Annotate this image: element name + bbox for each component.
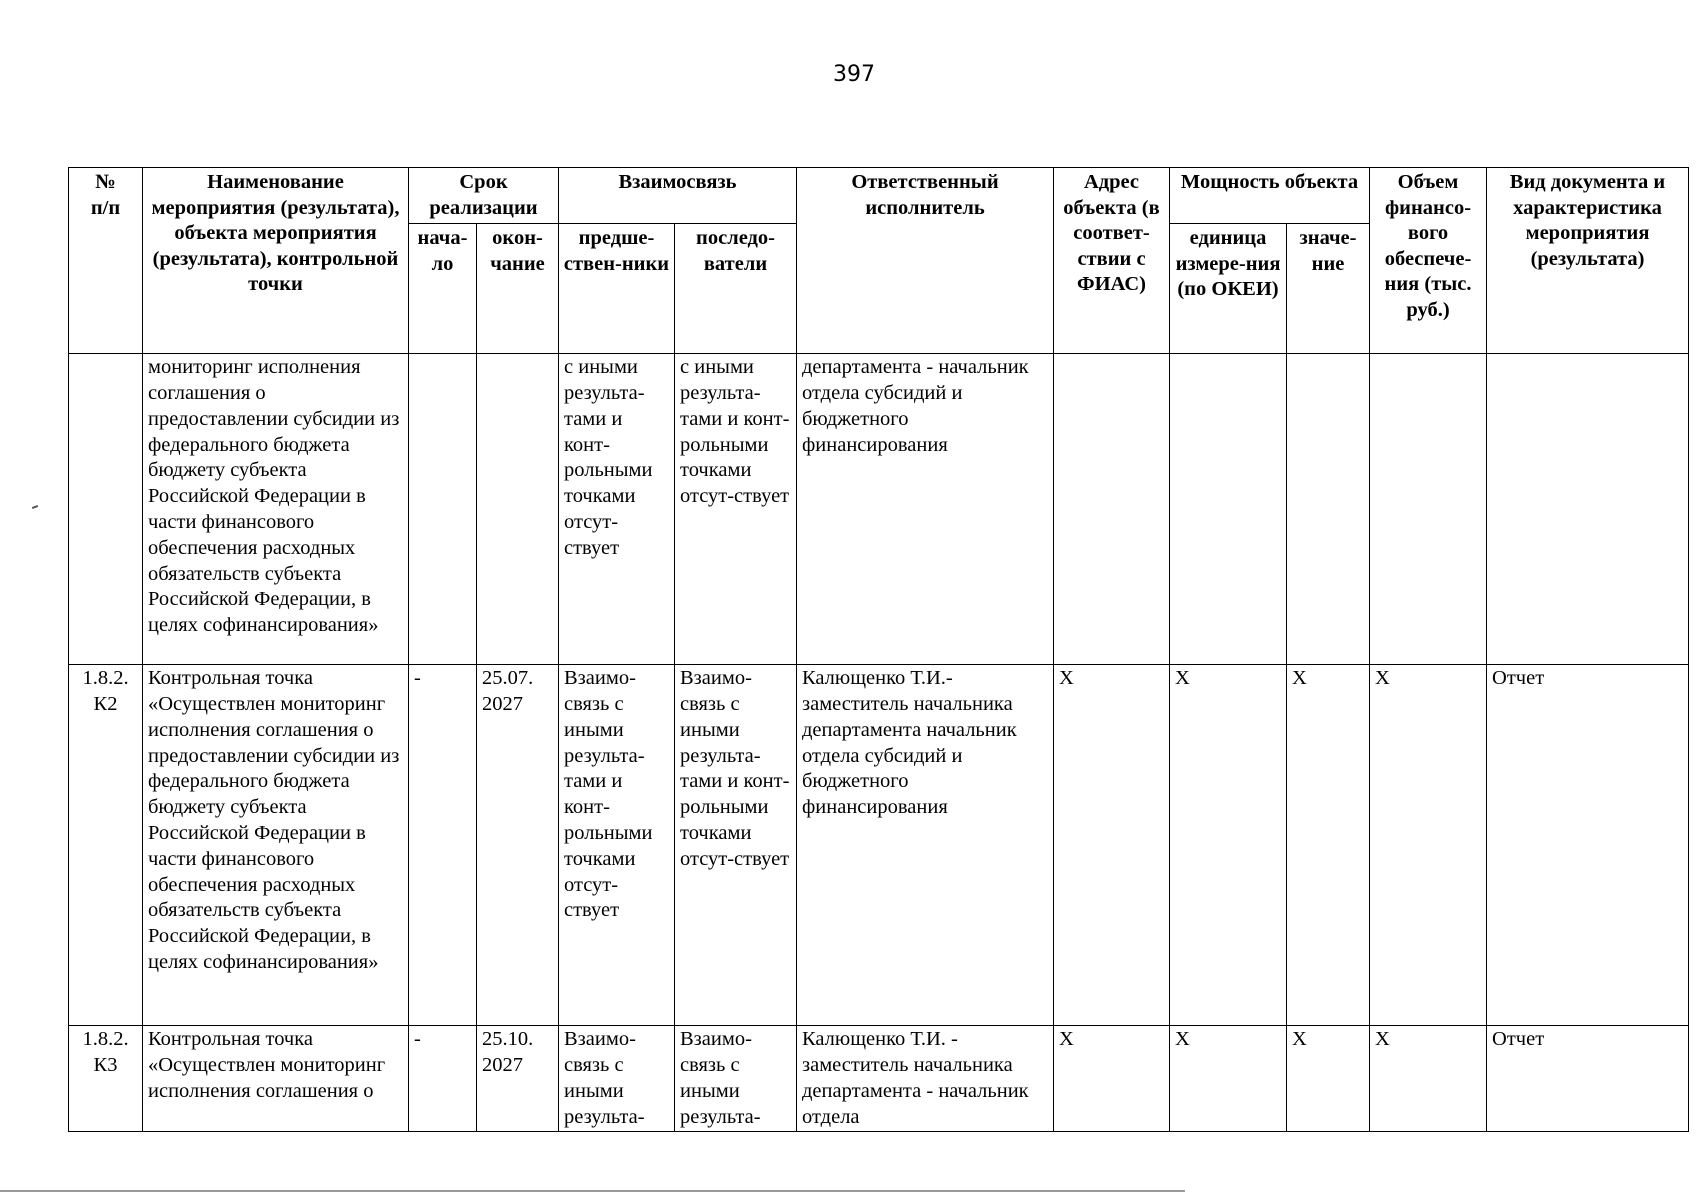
cell-address: X	[1054, 1026, 1170, 1132]
header-link: Взаимосвязь	[559, 168, 797, 224]
cell-funding: X	[1370, 665, 1487, 1026]
table-row	[69, 1026, 1689, 1132]
page-number: 397	[833, 62, 875, 87]
header-term-start: нача-ло	[409, 224, 477, 354]
cell-end: 25.07. 2027	[477, 665, 559, 1026]
cell-name: мониторинг исполнения соглашения о предоставлении субсидии из федерального бюджета бюджету субъекта Российской Федерации в части финансового обеспечения расходных обязательств субъекта Российской Федерации, в целях софинансирования»	[143, 354, 409, 665]
cell-address: X	[1054, 665, 1170, 1026]
cell-start: -	[409, 1026, 477, 1132]
cell-name: Контрольная точка «Осуществлен мониторинг исполнения соглашения о	[143, 1026, 409, 1132]
cell-end	[477, 354, 559, 665]
cell-value: X	[1287, 665, 1370, 1026]
cell-unit: X	[1170, 1026, 1287, 1132]
header-funding: Объем финансо-вого обеспече-ния (тыс. руб.)	[1370, 168, 1487, 354]
cell-prev: с иными результа-тами и конт-рольными точками отсут-ствует	[559, 354, 675, 665]
table-row	[69, 354, 1689, 665]
cell-end: 25.10. 2027	[477, 1026, 559, 1132]
cell-address	[1054, 354, 1170, 665]
bottom-rule	[0, 1190, 1185, 1192]
cell-number	[69, 354, 143, 665]
header-capacity-value: значе-ние	[1287, 224, 1370, 354]
cell-unit: X	[1170, 665, 1287, 1026]
header-responsible: Ответственный исполнитель	[797, 168, 1054, 354]
cell-name: Контрольная точка «Осуществлен мониторинг исполнения соглашения о предоставлении субсидии из федерального бюджета бюджету субъекта Российской Федерации в части финансового обеспечения расходных обязательств субъекта Российской Федерации, в целях софинансирования»	[143, 665, 409, 1026]
cell-doc	[1487, 354, 1689, 665]
header-capacity-unit: единица измере-ния (по ОКЕИ)	[1170, 224, 1287, 354]
header-link-next: последо-ватели	[675, 224, 797, 354]
header-address: Адрес объекта (в соответ-ствии с ФИАС)	[1054, 168, 1170, 354]
cell-funding	[1370, 354, 1487, 665]
cell-next: Взаимо-связь с иными результа-	[675, 1026, 797, 1132]
cell-number: 1.8.2. К2	[69, 665, 143, 1026]
header-term-end: окон-чание	[477, 224, 559, 354]
header-name: Наименование мероприятия (результата), объекта мероприятия (результата), контрольной точки	[143, 168, 409, 354]
cell-funding: X	[1370, 1026, 1487, 1132]
cell-unit	[1170, 354, 1287, 665]
scan-mark	[32, 505, 38, 509]
header-capacity: Мощность объекта	[1170, 168, 1370, 224]
header-doc-type: Вид документа и характеристика мероприятия (результата)	[1487, 168, 1689, 354]
cell-responsible: Калющенко Т.И.- заместитель начальника департамента начальник отдела субсидий и бюджетного финансирования	[797, 665, 1054, 1026]
cell-prev: Взаимо-связь с иными результа-тами и конт-рольными точками отсут-ствует	[559, 665, 675, 1026]
cell-prev: Взаимо-связь с иными результа-	[559, 1026, 675, 1132]
activity-plan-table	[68, 167, 1689, 1132]
cell-responsible: департамента - начальник отдела субсидий и бюджетного финансирования	[797, 354, 1054, 665]
table-row	[69, 665, 1689, 1026]
cell-next: с иными результа-тами и конт-рольными точками отсут-ствует	[675, 354, 797, 665]
cell-doc: Отчет	[1487, 665, 1689, 1026]
header-number-label: № п/п	[90, 171, 121, 219]
cell-value	[1287, 354, 1370, 665]
cell-number: 1.8.2. К3	[69, 1026, 143, 1132]
cell-responsible: Калющенко Т.И. - заместитель начальника департамента - начальник отдела	[797, 1026, 1054, 1132]
cell-doc: Отчет	[1487, 1026, 1689, 1132]
header-number	[69, 168, 143, 354]
cell-value: X	[1287, 1026, 1370, 1132]
cell-start	[409, 354, 477, 665]
cell-next: Взаимо-связь с иными результа-тами и конт-рольными точками отсут-ствует	[675, 665, 797, 1026]
cell-start: -	[409, 665, 477, 1026]
header-term: Срок реализации	[409, 168, 559, 224]
header-link-prev: предше-ствен-ники	[559, 224, 675, 354]
